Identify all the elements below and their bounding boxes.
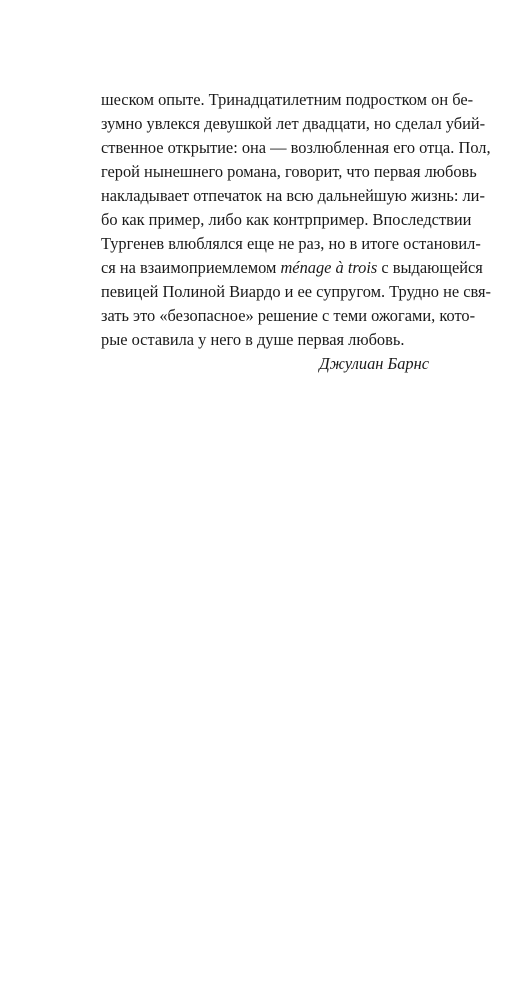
text-line: певицей Полиной Виардо и ее супругом. Трудно не свя-: [101, 282, 492, 301]
text-line: зумно увлекся девушкой лет двадцати, но сделал убий-: [101, 114, 486, 133]
text-line: рые оставила у него в душе первая любовь.: [101, 330, 405, 349]
text-segment: ся на взаимоприемлемом: [101, 258, 281, 277]
text-line: Тургенев влюблялся еще не раз, но в итоге остановил-: [101, 234, 481, 253]
text-line: бо как пример, либо как контрпример. Впоследствии: [101, 210, 472, 229]
italic-phrase: ménage à trois: [280, 258, 378, 277]
author-signature: Джулиан Барнс: [319, 354, 429, 373]
text-line: накладывает отпечаток на всю дальнейшую жизнь: ли-: [101, 186, 485, 205]
text-line-with-italic: [101, 256, 483, 280]
text-segment: с выдающейся: [377, 258, 483, 277]
text-line: зать это «безопасное» решение с теми ожогами, кото-: [101, 306, 476, 325]
text-line: шеском опыте. Тринадцатилетним подростком он бе-: [101, 90, 474, 109]
text-line: герой нынешнего романа, говорит, что первая любовь: [101, 162, 477, 181]
text-line: ственное открытие: она — возлюбленная его отца. Пол,: [101, 138, 491, 157]
body-text: [101, 88, 492, 376]
